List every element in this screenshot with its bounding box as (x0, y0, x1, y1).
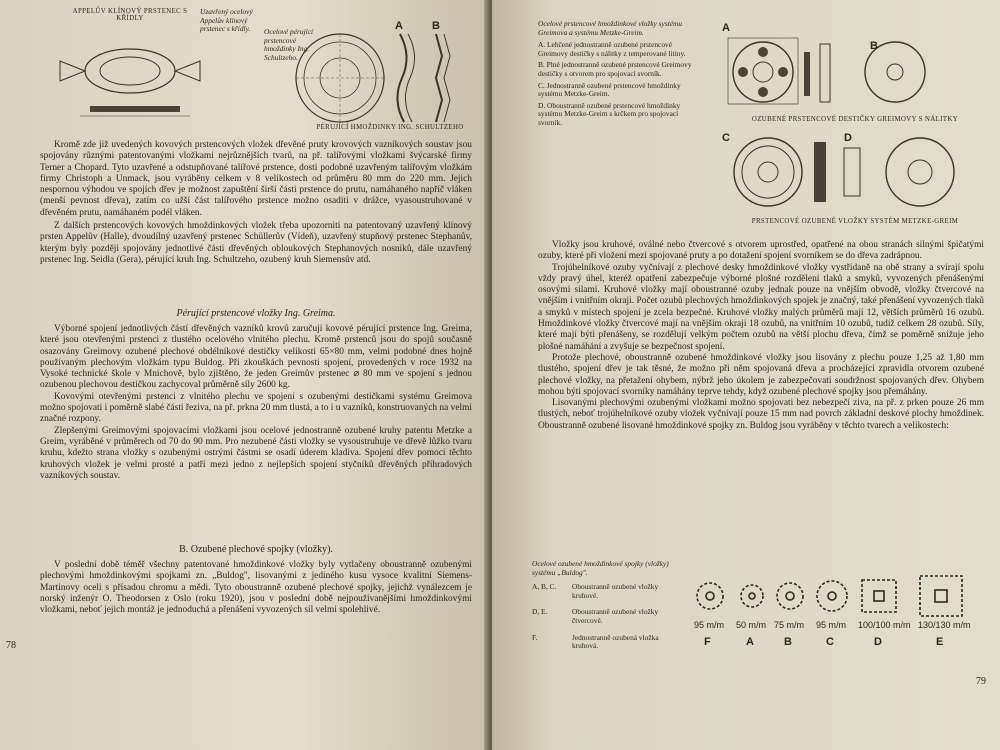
bulldog-size-row (692, 620, 992, 636)
bulldog-legend-row (532, 634, 682, 651)
bulldog-legend-text: Oboustranně ozubené vložky kruhové. (572, 582, 659, 600)
bulldog-letter-row (692, 636, 992, 654)
fig2-label-d: D (844, 132, 852, 144)
left-paragraph: Kovovými otevřenými prstenci z vlnitého plechu ve spojení s ozubenými destičkami systému Greimova možno spojovati i poměrně slabé části řeziva, na př. prkna 20 mm tlustá, a to i u vazníků, konstruovaných na velmi značné rozpony. (40, 391, 472, 425)
right-page (492, 0, 1000, 750)
greim-legend-title: Ocelové prstencové hmoždinkové vložky systému Greimova a systému Metzke-Greim. (538, 19, 683, 37)
heading-b-ozubene: B. Ozubené plechové spojky (vložky). (179, 544, 333, 555)
bulldog-legend-text: Oboustranně ozubené vložky čtvercové. (572, 607, 659, 625)
bulldog-size: 130/130 m/m (918, 620, 971, 630)
fig2-label-a: A (722, 22, 730, 34)
right-text-block (538, 240, 984, 432)
fig1-side-caption-2: Ocelové pérující prstencové hmoždinky Ing. Schultzeho. (264, 27, 314, 62)
bulldog-legend-text: Jednostranně ozubená vložka kruhová. (572, 632, 659, 651)
greim-legend-item: B. Plné jednostranně ozubené prstencové Greimovy destičky s otvorem pro spojovací svorník. (538, 60, 692, 78)
right-paragraph: Lisovanými plechovými ozubenými vložkami možno spojovati bez nebezpečí ziva, na př. z prken pouze 26 mm tlustých, neboť trojúhelníkové ozuby vložek vyčnívají pouze 15 mm nad povrch základní deskové plochy hmoždinek. Oboustranně ozubené lisované hmoždinkové spojky zn. Buldog jsou vyráběny v těchto tvarech a velikostech: (538, 398, 984, 431)
fig2-top-caption: OZUBENÉ PRSTENCOVÉ DESTIČKY GREIMOVY S NÁLITKY (751, 116, 959, 123)
bulldog-letter: E (936, 636, 944, 648)
fig1-bottom-caption: PÉRUJÍCÍ HMOŽDINKY ING. SCHULTZEHO (316, 124, 464, 131)
figure-appel-schultze (40, 6, 480, 136)
right-paragraph: Vložky jsou kruhové, oválné nebo čtvercové s otvorem uprostřed, opatřené na obou stranách silnými špičatými ozuby, které při vložení mezi spojované pruty a po dotažení spojení svorníkem se do dřeva zadrápnou. (538, 240, 984, 262)
bulldog-legend (532, 560, 682, 651)
figure-greim-plates (720, 22, 990, 242)
bulldog-legend-row (532, 583, 682, 600)
bulldog-legend-key: D, E. (532, 607, 548, 617)
bulldog-legend-title: Ocelové ozubené hmoždinkové spojky (vložky) systému „Buldog". (532, 559, 669, 577)
right-paragraph: Trojúhelníkové ozuby vyčnívají z plechové desky hmoždinkové vložky vystřídaně na obě strany a svírají spolu vždy pravý úhel, kteréž opatření zabezpečuje výborné plošné rozdělení tlaků a smyků, vyvozených přenášenými osovými silami. Kruhové vložky mají oboustranné ozuby jednak pouze na vnějším obvodě, vložky čtvercové na vnějším i vnitřním okraji. Počet ozubů plechových hmoždinkových spojek je značný, také přenášení vyvozených tlaků a smyků v místech spojení je zcela bezpečné. Kruhové vložky malých průměrů mají 12, větších průměrů 16 ozubů. Hmoždinkové vložky čtvercové mají na vnějším okraji 18 ozubů, na vnitřním 10 ozubů, tudíž celkem 28 ozubů. Síly, které mají býti přenášeny, se rozdělují velkým počtem ozubů na větší plochu dřeva, čímž se poměrně snižuje jeho plošné namáhání a zvyšuje se bezpečnost spojení. (538, 262, 984, 352)
left-text-block-2 (40, 324, 472, 482)
fig1-side-caption: Uzavřený ocelový Appelův klínový prstenec s křídly. (200, 7, 253, 34)
bulldog-drawings (692, 572, 992, 622)
bulldog-legend-key: A, B, C. (532, 582, 557, 592)
greim-legend-item: D. Oboustranně ozubené prstencové hmoždinky systému Metzke-Greim s krčkem pro spojovací svorník. (538, 100, 681, 127)
bulldog-letter: D (874, 636, 882, 648)
left-paragraph: V poslední době téměř všechny patentované hmoždinkové vložky byly vytlačeny oboustranně ozubenými plechovými hmoždinkovými spojkami zn. „Buldog", lisovanými z jediného kusu vysoce kvalitní Siemens-Martinovy oceli s přísadou chromu a mědi. Tyto oboustranně ozubené plechové spojky, jejichž vynálezcem je norský inženýr O. Theodorsen z Oslo (roku 1920), jsou v poslední době nejpoužívanějšími hmoždinkovými vložkami, neboť jejich montáž je jednoduchá a přenášení vyvozených sil velmi spolehlivé. (40, 560, 472, 616)
bulldog-figures (692, 572, 992, 662)
bulldog-size: 100/100 m/m (858, 620, 911, 630)
left-text-block-3 (40, 560, 472, 616)
right-paragraph: Protože plechové, oboustranně ozubené hmoždinkové vložky jsou lisovány z plechu pouze 1,25 až 1,80 mm tlustého, spojení dřev je tak těsné, že možno při něm spojovaná dřeva a procházející zpravidla otvorem ozubené plechové vložky, na přetažení ohybem, nýbrž jeho úkolem je zabezpečovati soudržnost spojovaných dřev. Ohybem mohou býti spojovací svorníky namáhány teprve tehdy, když ozubené plechové spojky jsou přemáhány. (538, 352, 984, 397)
left-paragraph: Výborné spojení jednotlivých částí dřevěných vazníků krovů zaručují kovové pérující prstence Ing. Greima, které jsou otevřenými prstenci z tlustého ocelového vlnitého plechu. Kromě prstenců jsou do spojů současně osazovány Greimovy ozubené plechové obdélníkové destičky velikosti 65×80 mm, velmi podobné dnes hojně používaným plechovým vložkám typu Buldog. Při zkouškách pevnosti spojení, provedených v roce 1932 na Vysoké technické škole v Mnichově, bylo zjištěno, že jeden Greimův prstenec ⌀ 80 mm ve spojení s jednou ozubenou plechovou destičkou zachycoval průměrně síly 2600 kg. (40, 324, 472, 391)
bulldog-letter: A (746, 636, 754, 648)
left-paragraph: Z dalších prstencových kovových hmoždinkových vložek třeba upozorniti na patentovaný uzavřený klínový prsten Appelův (Halle), dvoudílný uzavřený prstenec Schüllerův (Vídeň), uzavřený stupňový prstenec Stephanův, kterým byly později spojovány jednotlivé části dřevěných obloukových Stephanových nosníků, dále uzavřený prstenec Ing. Seidla (Gera), pérující kruh Ing. Schultzeho, ozubený kruh Siemensův atd. (40, 221, 472, 265)
page-number-left: 78 (6, 640, 16, 651)
bulldog-size: 95 m/m (816, 620, 847, 630)
figure-greim-drawing (720, 22, 990, 242)
bulldog-size: 95 m/m (694, 620, 725, 630)
bulldog-letter: B (784, 636, 792, 648)
bulldog-letter: C (826, 636, 834, 648)
fig1-label-b: B (432, 20, 440, 32)
figure-appel-schultze-drawing (40, 6, 480, 136)
fig2-label-b: B (870, 40, 878, 52)
bulldog-legend-key: F. (532, 632, 538, 642)
greim-legend (538, 20, 696, 128)
bulldog-legend-row (532, 608, 682, 625)
bulldog-size: 50 m/m (736, 620, 767, 630)
left-text-block-1 (40, 140, 472, 266)
page-number-right: 79 (976, 676, 986, 687)
left-paragraph: Zlepšenými Greimovými spojovacími vložkami jsou ocelové jednostranně ozubené kruhy patentu Metzke a Greim, vyráběné v průměrech od 70 do 90 mm. Pro nezubené části vložky se vysoustruhuje ve dřevě lůžko tvaru kruhu, kdežto strana vložky s ozubenými ostrými částmi se osadí úderem kladiva. Spojení dřev pomocí těchto kruhových vložek je velmi prosté a patří mezi jedno z nejlepších spojení styčníků dřevěných příhradových vazníkových soustav. (40, 425, 472, 481)
bulldog-letter: F (704, 636, 711, 648)
fig2-bottom-caption: PRSTENCOVÉ OZUBENÉ VLOŽKY SYSTÉM METZKE-GREIM (751, 218, 959, 225)
greim-legend-item: A. Lehčené jednostranně ozubené prstencové Greimovy destičky s nálitky z temperované litiny. (538, 40, 686, 58)
fig1-caption-top: APPELŮV KLÍNOVÝ PRSTENEC S KŘÍDLY (72, 8, 188, 22)
bulldog-size: 75 m/m (774, 620, 805, 630)
fig1-label-a: A (395, 20, 403, 32)
left-page (0, 0, 490, 750)
greim-legend-item: C. Jednostranně ozubené prstencové hmoždinky systému Metzke-Greim. (538, 80, 681, 99)
left-paragraph: Kromě zde již uvedených kovových prstencových vložek dřevěné pruty krovových vazníkových soustav jsou spojovány různými patentovanými vložkami nejrůznějších tvarů, na př. talířovými vložkami švýcarské firmy Terner a Chopard. Tyto uzavřené a odstupňované talířové prstence, dosti podobné uzavřeným talířovým vložkám firmy Christoph a Unmack, jsou vyráběny celkem v 8 velikostech od průměru 80 mm do 220 mm. Jejich nespornou výhodou ve spojích dřev je možnost zapuštění širší části prstence do prutu, namáhaného napříč vláken (menší pevnost dřeva), zatím co užší část talířového prstence možno osaditi v drážce, vyasoustruhované v dřevěném prutu, namáhaném podél vláken. (40, 140, 472, 218)
fig2-label-c: C (722, 132, 730, 144)
heading-greim: Pérující prstencové vložky Ing. Greima. (176, 308, 336, 319)
